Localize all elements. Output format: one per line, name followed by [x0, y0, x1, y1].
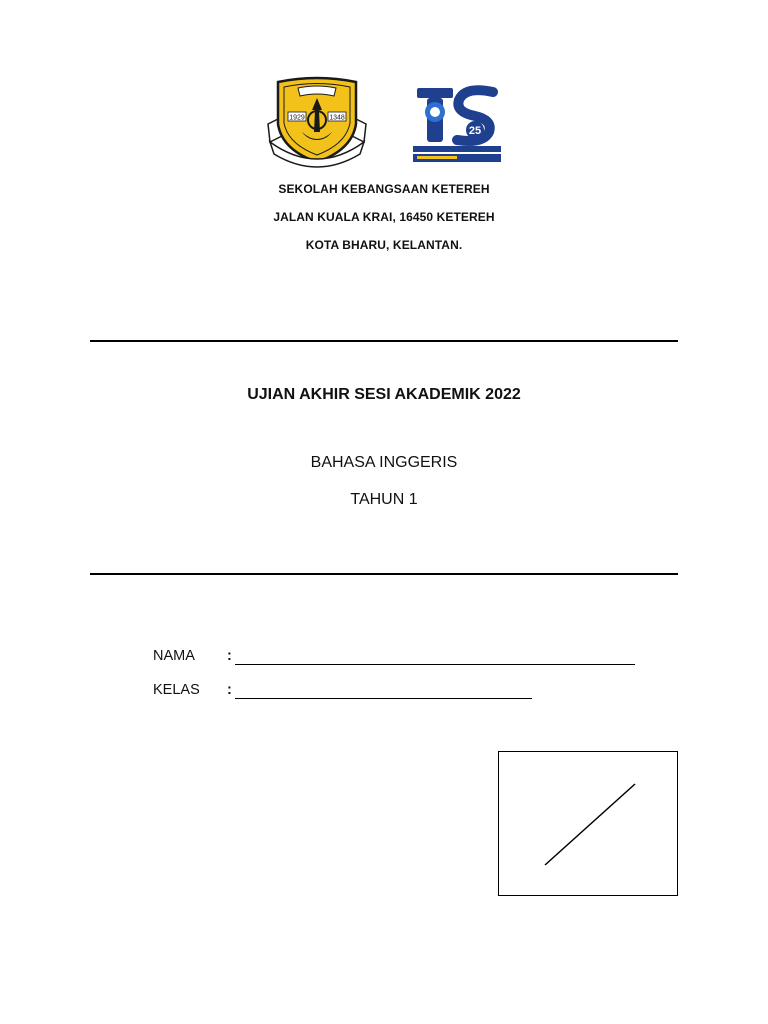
- marks-box[interactable]: [498, 751, 678, 896]
- marks-diagonal-line: [499, 752, 679, 897]
- ts25-logo-icon: [413, 80, 501, 164]
- svg-text:1929: 1929: [289, 114, 305, 122]
- bottom-divider: [90, 573, 678, 575]
- top-divider: [90, 340, 678, 342]
- exam-title: UJIAN AKHIR SESI AKADEMIK 2022: [247, 386, 521, 403]
- class-label: KELAS: [153, 682, 200, 698]
- name-label: NAMA: [153, 648, 195, 664]
- school-address-line-1: JALAN KUALA KRAI, 16450 KETEREH: [273, 210, 495, 224]
- exam-year: TAHUN 1: [350, 491, 418, 508]
- name-blank-line[interactable]: [235, 664, 635, 665]
- class-blank-line[interactable]: [235, 698, 532, 699]
- school-crest-icon: [264, 76, 370, 170]
- svg-text:1348: 1348: [329, 114, 345, 122]
- exam-subject: BAHASA INGGERIS: [310, 454, 458, 471]
- school-address-line-2: KOTA BHARU, KELANTAN.: [305, 238, 463, 252]
- school-name: SEKOLAH KEBANGSAAN KETEREH: [278, 182, 490, 196]
- class-colon: :: [227, 682, 232, 698]
- name-colon: :: [227, 648, 232, 664]
- svg-text:25: 25: [468, 125, 482, 137]
